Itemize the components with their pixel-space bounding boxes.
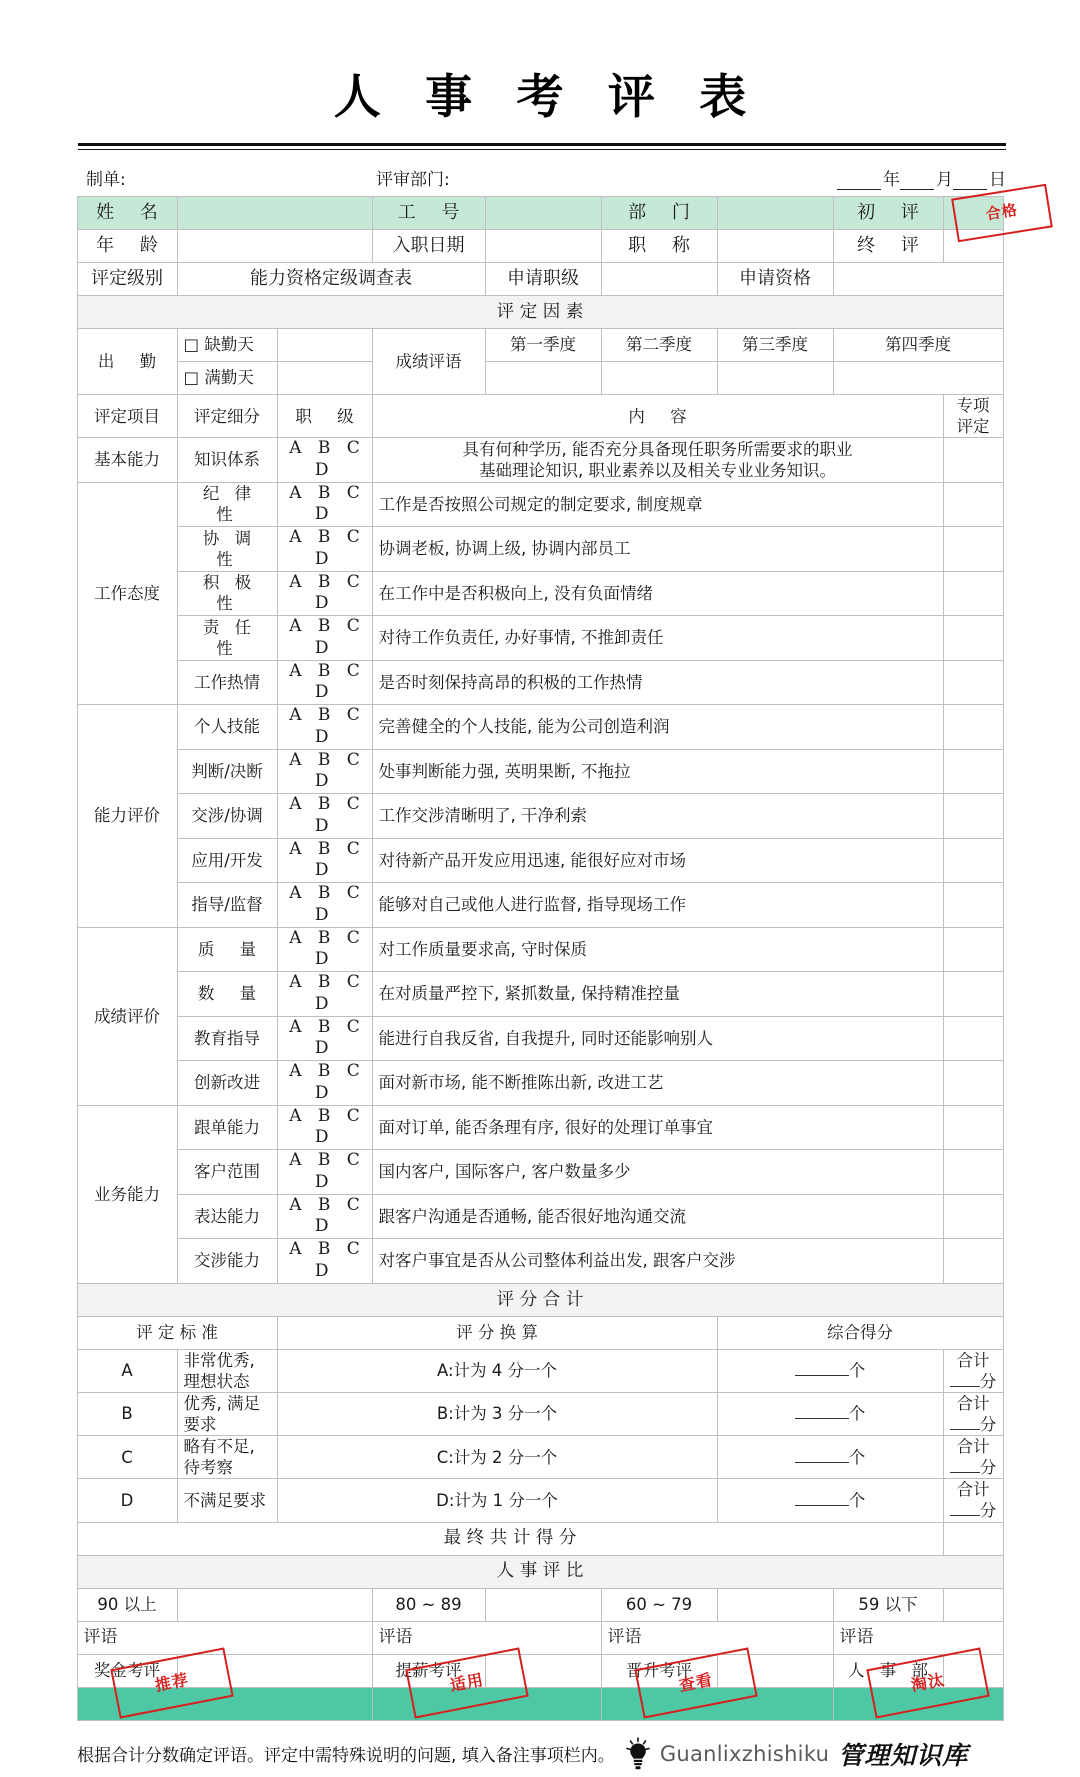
label-hr-department: 人 事 部: [833, 1654, 943, 1687]
content-text: 完善健全的个人技能, 能为公司创造利润: [372, 705, 943, 750]
field-label-employee-id: 工 号: [372, 197, 485, 230]
meta-line: [86, 164, 1006, 190]
stamp-observe: 查看: [634, 1647, 757, 1718]
final-total-value[interactable]: [943, 1522, 1003, 1555]
label-promotion-eval: 晋升考评: [601, 1654, 717, 1687]
grade-total-field[interactable]: 合计分: [943, 1392, 1003, 1435]
detail-label: 协 调 性: [177, 527, 277, 572]
quarter-4-label: 第四季度: [833, 329, 1003, 362]
footer-note: 根据合计分数确定评语。评定中需特殊说明的问题, 填入备注事项栏内。: [77, 1746, 615, 1767]
group-label-work-attitude: 工作态度: [77, 482, 177, 705]
scoring-col-conversion: 评 分 换 算: [277, 1316, 717, 1349]
attendance-label: 出 勤: [77, 329, 177, 395]
rank-options[interactable]: A B C D: [277, 838, 372, 883]
field-value-department[interactable]: [717, 197, 833, 230]
absent-days-value[interactable]: [277, 329, 372, 362]
range-value-90plus[interactable]: [177, 1588, 372, 1621]
scoring-row-c: [77, 1436, 1003, 1479]
comment-label: 评语: [607, 1627, 642, 1648]
special-eval-value[interactable]: [943, 1105, 1003, 1150]
identity-row-3: [77, 263, 1003, 296]
content-text: 国内客户, 国际客户, 客户数量多少: [372, 1150, 943, 1195]
detail-label: 个人技能: [177, 705, 277, 750]
range-label-59below: 59 以下: [833, 1588, 943, 1621]
field-value-name[interactable]: [177, 197, 372, 230]
detail-label: 责 任 性: [177, 616, 277, 661]
comment-label: 评语: [83, 1627, 118, 1648]
quarter-4-value[interactable]: [833, 362, 1003, 395]
special-eval-value[interactable]: [943, 927, 1003, 972]
detail-label: 积 极 性: [177, 571, 277, 616]
grade-conversion: B:计为 3 分一个: [277, 1392, 717, 1435]
grade-total-field[interactable]: 合计分: [943, 1349, 1003, 1392]
day-input-blank[interactable]: [953, 172, 987, 190]
rank-options[interactable]: A B C D: [277, 1105, 372, 1150]
special-eval-value[interactable]: [943, 972, 1003, 1017]
content-text: 在对质量严控下, 紧抓数量, 保持精准控量: [372, 972, 943, 1017]
detail-label: 交涉能力: [177, 1239, 277, 1284]
rank-options[interactable]: A B C D: [277, 1016, 372, 1061]
grade-conversion: D:计为 1 分一个: [277, 1479, 717, 1522]
special-eval-value[interactable]: [943, 571, 1003, 616]
preparer-label: 制单:: [86, 170, 126, 190]
scoring-col-composite: 综合得分: [717, 1316, 1003, 1349]
content-text: 是否时刻保持高昂的积极的工作热情: [372, 660, 943, 705]
rank-options[interactable]: A B C D: [277, 794, 372, 839]
detail-label: 创新改进: [177, 1061, 277, 1106]
range-label-60-79: 60 ~ 79: [601, 1588, 717, 1621]
group-row-ability-eval-3: [77, 794, 1003, 839]
field-value-apply-rank[interactable]: [601, 263, 717, 296]
stamp-suitable: 适用: [405, 1647, 528, 1718]
col-header-rank: 职 级: [277, 395, 372, 438]
rank-options[interactable]: A B C D: [277, 1239, 372, 1284]
special-eval-value[interactable]: [943, 616, 1003, 661]
special-eval-value[interactable]: [943, 794, 1003, 839]
group-label-performance-eval: 成绩评价: [77, 927, 177, 1105]
group-row-business-ability-1: [77, 1105, 1003, 1150]
group-row-work-attitude-3: [77, 571, 1003, 616]
field-value-hire-date[interactable]: [485, 230, 601, 263]
rank-options[interactable]: A B C D: [277, 749, 372, 794]
detail-label: 交涉/协调: [177, 794, 277, 839]
quarter-3-label: 第三季度: [717, 329, 833, 362]
field-label-initial-review: 初 评: [833, 197, 943, 230]
field-label-final-review: 终 评: [833, 230, 943, 263]
scoring-row-b: [77, 1392, 1003, 1435]
hr-rating-comment-row: [77, 1621, 1003, 1654]
scoring-row-a: [77, 1349, 1003, 1392]
rank-options[interactable]: A B C D: [277, 927, 372, 972]
field-value-job-title[interactable]: [717, 230, 833, 263]
group-row-performance-eval-1: [77, 927, 1003, 972]
rank-options[interactable]: A B C D: [277, 1194, 372, 1239]
year-input-blank[interactable]: [837, 172, 881, 190]
field-label-apply-rank: 申请职级: [485, 263, 601, 296]
special-eval-value[interactable]: [943, 838, 1003, 883]
grade-comment-label: 成绩评语: [372, 329, 485, 395]
range-value-80-89[interactable]: [485, 1588, 601, 1621]
range-value-60-79[interactable]: [717, 1588, 833, 1621]
grade-total-field[interactable]: 合计分: [943, 1436, 1003, 1479]
group-row-work-attitude-1: [77, 482, 1003, 527]
field-value-age[interactable]: [177, 230, 372, 263]
special-eval-value[interactable]: [943, 1239, 1003, 1284]
month-label: 月: [936, 170, 953, 190]
rank-options[interactable]: A B C D: [277, 482, 372, 527]
special-eval-value[interactable]: [943, 1194, 1003, 1239]
grade-letter: C: [77, 1436, 177, 1479]
group-label-business-ability: 业务能力: [77, 1105, 177, 1283]
hr-rating-band-row: [77, 1555, 1003, 1588]
group-row-basic-ability: [77, 438, 1003, 483]
content-text: 对客户事宜是否从公司整体利益出发, 跟客户交涉: [372, 1239, 943, 1284]
grade-total-field[interactable]: 合计分: [943, 1479, 1003, 1522]
special-eval-value[interactable]: [943, 883, 1003, 928]
detail-label: 指导/监督: [177, 883, 277, 928]
grade-letter: A: [77, 1349, 177, 1392]
scoring-band-title: 评 分 合 计: [77, 1283, 1003, 1316]
detail-label: 知识体系: [177, 438, 277, 483]
group-row-business-ability-4: [77, 1239, 1003, 1284]
stamp-qualified: 合格: [951, 184, 1053, 242]
field-label-eval-level: 评定级别: [77, 263, 177, 296]
hr-rating-range-row: [77, 1588, 1003, 1621]
rank-options[interactable]: A B C D: [277, 972, 372, 1017]
field-label-job-title: 职 称: [601, 230, 717, 263]
title-divider: [78, 143, 1006, 150]
comment-label: 评语: [839, 1627, 874, 1648]
grade-conversion: A:计为 4 分一个: [277, 1349, 717, 1392]
detail-label: 质 量: [177, 927, 277, 972]
col-header-item: 评定项目: [77, 395, 177, 438]
content-text: 面对新市场, 能不断推陈出新, 改进工艺: [372, 1061, 943, 1106]
special-eval-value[interactable]: [943, 749, 1003, 794]
special-eval-value[interactable]: [943, 482, 1003, 527]
field-value-employee-id[interactable]: [485, 197, 601, 230]
factors-band-title: 评 定 因 素: [77, 296, 1003, 329]
page-title: 人 事 考 评 表: [333, 70, 761, 125]
group-row-work-attitude-4: [77, 616, 1003, 661]
grade-letter: B: [77, 1392, 177, 1435]
evaluation-table: [77, 196, 1019, 1721]
label-salary-raise-eval: 提薪考评: [372, 1654, 485, 1687]
attendance-row-full: [77, 362, 1003, 395]
rank-options[interactable]: A B C D: [277, 883, 372, 928]
rank-options[interactable]: A B C D: [277, 660, 372, 705]
group-row-ability-eval-5: [77, 883, 1003, 928]
grade-letter: D: [77, 1479, 177, 1522]
group-row-work-attitude-2: [77, 527, 1003, 572]
field-label-name: 姓 名: [77, 197, 177, 230]
content-text: 能进行自我反省, 自我提升, 同时还能影响别人: [372, 1016, 943, 1061]
factors-band-row: [77, 296, 1003, 329]
full-attendance-value[interactable]: [277, 362, 372, 395]
content-text: 跟客户沟通是否通畅, 能否很好地沟通交流: [372, 1194, 943, 1239]
rank-options[interactable]: A B C D: [277, 571, 372, 616]
rank-options[interactable]: A B C D: [277, 1061, 372, 1106]
rank-options[interactable]: A B C D: [277, 616, 372, 661]
col-header-content: 内 容: [372, 395, 943, 438]
group-row-work-attitude-5: [77, 660, 1003, 705]
identity-row-2: [77, 230, 1003, 263]
stamp-eliminate: 淘汰: [866, 1647, 989, 1718]
detail-label: 教育指导: [177, 1016, 277, 1061]
grade-conversion: C:计为 2 分一个: [277, 1436, 717, 1479]
special-eval-value[interactable]: [943, 438, 1003, 483]
grade-standard: 略有不足, 待考察: [177, 1436, 277, 1479]
special-eval-value[interactable]: [943, 527, 1003, 572]
field-value-apply-qualification[interactable]: [833, 263, 1003, 296]
range-label-80-89: 80 ~ 89: [372, 1588, 485, 1621]
special-eval-value[interactable]: [943, 1150, 1003, 1195]
detail-label: 数 量: [177, 972, 277, 1017]
special-eval-value[interactable]: [943, 705, 1003, 750]
range-value-59below[interactable]: [943, 1588, 1003, 1621]
detail-label: 纪 律 性: [177, 482, 277, 527]
date-fields: [837, 165, 1006, 190]
grade-standard: 非常优秀, 理想状态: [177, 1349, 277, 1392]
special-eval-value[interactable]: [943, 1061, 1003, 1106]
attendance-row-absent: [77, 329, 1003, 362]
grade-count-field[interactable]: 个: [717, 1392, 943, 1435]
final-total-label: 最 终 共 计 得 分: [77, 1522, 943, 1555]
content-text: 在工作中是否积极向上, 没有负面情绪: [372, 571, 943, 616]
detail-label: 应用/开发: [177, 838, 277, 883]
stamp-recommend: 推荐: [110, 1647, 233, 1718]
survey-title: 能力资格定级调查表: [177, 263, 485, 296]
detail-label: 表达能力: [177, 1194, 277, 1239]
col-header-special: 专项评定: [943, 395, 1003, 438]
lightbulb-icon: [625, 1737, 651, 1771]
grade-count-field[interactable]: 个: [717, 1436, 943, 1479]
footer-note-row: [77, 1731, 1003, 1777]
content-text: 能够对自己或他人进行监督, 指导现场工作: [372, 883, 943, 928]
quarter-2-value[interactable]: [601, 362, 717, 395]
content-text: 对待新产品开发应用迅速, 能很好应对市场: [372, 838, 943, 883]
field-label-apply-qualification: 申请资格: [717, 263, 833, 296]
content-text: 协调老板, 协调上级, 协调内部员工: [372, 527, 943, 572]
field-value-initial-review[interactable]: [943, 197, 1019, 230]
grade-standard: 优秀, 满足要求: [177, 1392, 277, 1435]
scoring-header-row: [77, 1316, 1003, 1349]
group-row-ability-eval-1: [77, 705, 1003, 750]
label-bonus-eval: 奖金考评: [77, 1654, 177, 1687]
detail-label: 客户范围: [177, 1150, 277, 1195]
special-eval-value[interactable]: [943, 1016, 1003, 1061]
logo-chinese-text: 管理知识库: [838, 1740, 969, 1770]
col-header-detail: 评定细分: [177, 395, 277, 438]
rank-options[interactable]: A B C D: [277, 527, 372, 572]
comment-label: 评语: [378, 1627, 413, 1648]
hr-rating-band-title: 人 事 评 比: [77, 1555, 1003, 1588]
review-dept-label: 评审部门:: [376, 170, 450, 190]
group-row-ability-eval-2: [77, 749, 1003, 794]
scoring-band-row: [77, 1283, 1003, 1316]
content-text: 工作交涉清晰明了, 干净利索: [372, 794, 943, 839]
field-label-hire-date: 入职日期: [372, 230, 485, 263]
rank-options[interactable]: A B C D: [277, 705, 372, 750]
content-text: 对待工作负责任, 办好事情, 不推卸责任: [372, 616, 943, 661]
absent-days-label: □ 缺勤天: [177, 329, 277, 362]
detail-label: 判断/决断: [177, 749, 277, 794]
field-label-age: 年 龄: [77, 230, 177, 263]
quarter-3-value[interactable]: [717, 362, 833, 395]
factors-column-header-row: [77, 395, 1003, 438]
content-text: 处事判断能力强, 英明果断, 不拖拉: [372, 749, 943, 794]
content-text: 工作是否按照公司规定的制定要求, 制度规章: [372, 482, 943, 527]
grade-count-field[interactable]: 个: [717, 1349, 943, 1392]
detail-label: 工作热情: [177, 660, 277, 705]
content-text: 面对订单, 能否条理有序, 很好的处理订单事宜: [372, 1105, 943, 1150]
content-text: 具有何种学历, 能否充分具备现任职务所需要求的职业 基础理论知识, 职业素养以及相关专业业务知识。: [372, 438, 943, 483]
detail-label: 跟单能力: [177, 1105, 277, 1150]
group-row-performance-eval-4: [77, 1061, 1003, 1106]
group-row-ability-eval-4: [77, 838, 1003, 883]
day-label: 日: [989, 170, 1006, 190]
quarter-2-label: 第二季度: [601, 329, 717, 362]
rank-options[interactable]: A B C D: [277, 1150, 372, 1195]
month-input-blank[interactable]: [900, 172, 934, 190]
range-label-90plus: 90 以上: [77, 1588, 177, 1621]
group-row-business-ability-2: [77, 1150, 1003, 1195]
group-row-business-ability-3: [77, 1194, 1003, 1239]
group-row-performance-eval-3: [77, 1016, 1003, 1061]
group-label-basic-ability: 基本能力: [77, 438, 177, 483]
grade-count-field[interactable]: 个: [717, 1479, 943, 1522]
full-attendance-label: □ 满勤天: [177, 362, 277, 395]
content-text: 对工作质量要求高, 守时保质: [372, 927, 943, 972]
brand-logo: [625, 1736, 968, 1772]
field-label-department: 部 门: [601, 197, 717, 230]
group-row-performance-eval-2: [77, 972, 1003, 1017]
identity-row-1: [77, 197, 1003, 230]
year-label: 年: [883, 170, 900, 190]
special-eval-value[interactable]: [943, 660, 1003, 705]
final-total-row: [77, 1522, 1003, 1555]
grade-standard: 不满足要求: [177, 1479, 277, 1522]
group-label-ability-eval: 能力评价: [77, 705, 177, 928]
quarter-1-label: 第一季度: [485, 329, 601, 362]
logo-pinyin-text: Guanlixzhishiku: [659, 1741, 830, 1766]
scoring-col-standard: 评 定 标 准: [77, 1316, 277, 1349]
rank-options[interactable]: A B C D: [277, 438, 372, 483]
scoring-row-d: [77, 1479, 1003, 1522]
quarter-1-value[interactable]: [485, 362, 601, 395]
